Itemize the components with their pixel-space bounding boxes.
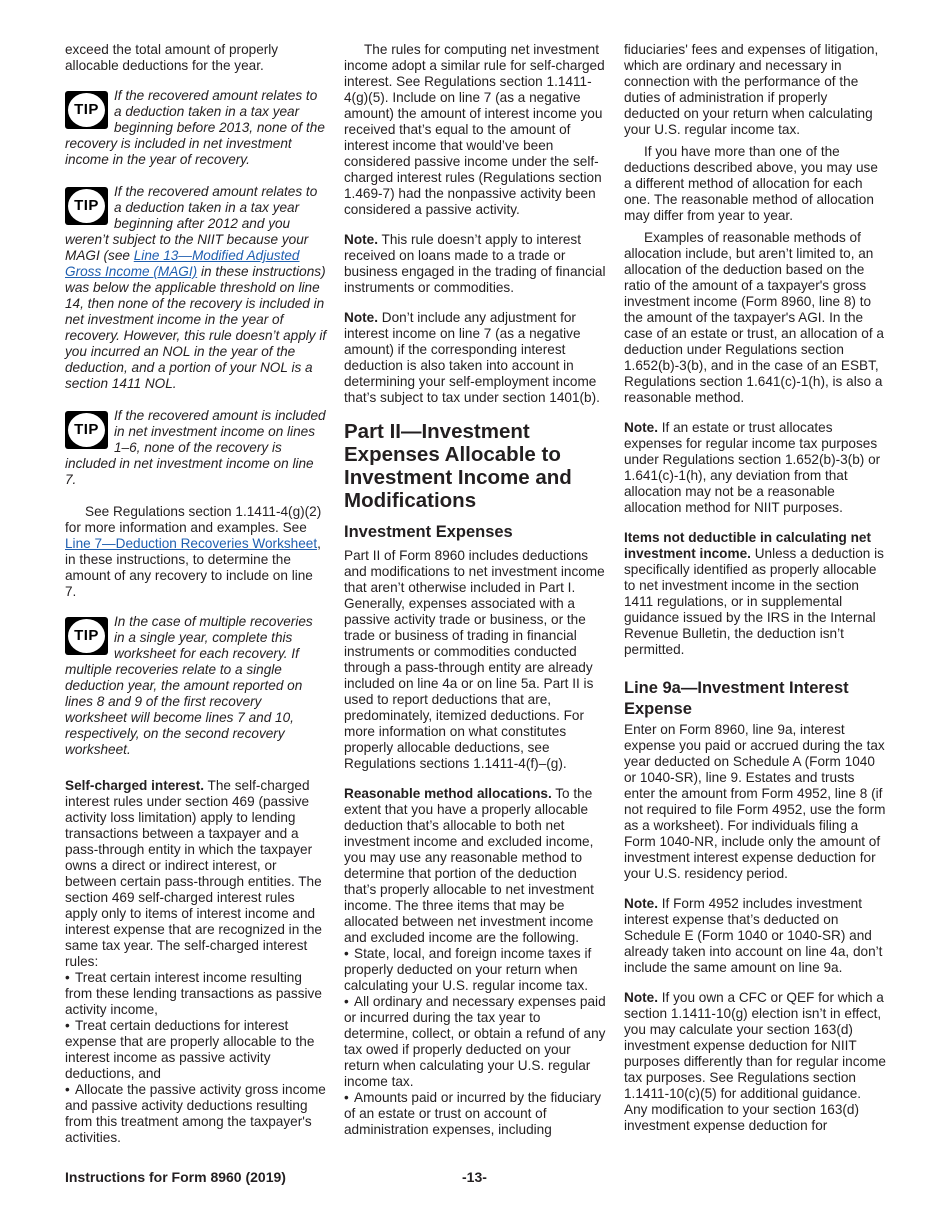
bullet-list — [344, 946, 606, 1138]
list-item: • State, local, and foreign income taxes if properly deducted on your return when calculating your U.S. regular income tax. — [344, 946, 606, 994]
note-label: Note. — [624, 420, 658, 435]
deduction-recoveries-worksheet-link[interactable]: Line 7—Deduction Recoveries Worksheet — [65, 536, 318, 551]
list-item: • Treat certain interest income resulting from these lending transactions as passive activity income, — [65, 970, 327, 1018]
items-not-deductible-paragraph: Items not deductible in calculating net investment income. Unless a deduction is specifically identified as properly allocable to net investment income in the section 1411 regulations, or in supplemental guidance issued by the IRS in the Internal Revenue Bulletin, the deduction isn’t permitted. — [624, 530, 884, 657]
list-item: • Allocate the passive activity gross income and passive activity deductions resulting from this treatment among the taxpayer's activities. — [65, 1082, 327, 1146]
tip-text: If the recovered amount relates to a deduction taken in a tax year beginning after 2012 and you weren’t subject to the NIIT because your MAGI (see — [65, 184, 318, 263]
paragraph: See Regulations section 1.1411-4(g)(2) for more information and examples. See Line 7—Deduction Recoveries Worksheet, in these instructions, to determine the amount of any recovery to include on line 7. — [65, 504, 322, 599]
note-paragraph: Note. If an estate or trust allocates expenses for regular income tax purposes under Regulations section 1.652(b)-3(b) or 1.641(c)-1(h), any deviation from that allocation may not be a reasonable allocation method for NIIT purposes. — [624, 420, 881, 515]
note-paragraph: Note. If Form 4952 includes investment interest expense that’s deducted on Schedule E (Form 1040 or 1040-SR) and already taken into account on line 4a, don’t include the same amount on line 9a. — [624, 896, 883, 975]
tip-icon: TIP — [65, 187, 108, 225]
part-heading: Part II—Investment Expenses Allocable to Investment Income and Modifications — [344, 420, 572, 512]
note-label: Note. — [344, 232, 378, 247]
note-label: Note. — [624, 896, 658, 911]
run-in-heading: Self-charged interest. — [65, 778, 204, 793]
paragraph-continued: fiduciaries' fees and expenses of litigation, which are ordinary and necessary in connection with the performance of the duties of administration if properly deducted on your return when calculating your U.S. regular income tax. — [624, 42, 879, 137]
tip-text: If the recovered amount is included in net investment income on lines 1–6, none of the recovery is included in net investment income on line 7. — [65, 408, 326, 487]
tip-box — [65, 614, 327, 758]
tip-box — [65, 408, 327, 488]
note-label: Note. — [344, 310, 378, 325]
page-number: -13- — [462, 1169, 487, 1185]
note-paragraph: Note. If you own a CFC or QEF for which a section 1.1411-10(g) election isn’t in effect, you may calculate your section 163(d) investment expense deduction for NIIT purposes differently than for regular income tax purposes. See Regulations section 1.1411-10(c)(5) for additional guidance. Any modification to your section 163(d) investment expense deduction for — [624, 990, 886, 1133]
column-right — [624, 42, 886, 1148]
self-charged-interest-paragraph: Self-charged interest. The self-charged interest rules under section 469 (passive activity loss limitation) apply to lending transactions between a taxpayer and a pass-through entity in which the taxpayer owns a direct or indirect interest, or between certain pass-through entities. The section 469 self-charged interest rules apply only to items of interest income and interest expense that are recognized in the same tax year. The self-charged interest rules: — [65, 778, 322, 969]
tip-box — [65, 88, 327, 168]
run-in-heading: Reasonable method allocations. — [344, 786, 552, 801]
tip-icon: TIP — [65, 617, 108, 655]
tip-icon: TIP — [65, 91, 108, 129]
run-in-heading: Items not deductible in calculating net investment income. — [624, 530, 871, 561]
paragraph: Part II of Form 8960 includes deductions and modifications to net investment income that aren’t otherwise included in Part I. Generally, expenses associated with a passive activity trade or business, or the trade or business of trading in financial instruments or commodities conducted through a pass-through entity are already included on line 4a or on line 5a. Part II is used to report deductions that are, predominately, itemized deductions. For more information on what constitutes properly allocable deductions, see Regulations sections 1.1411-4(f)–(g). — [344, 548, 605, 771]
tip-icon: TIP — [65, 411, 108, 449]
tip-text: In the case of multiple recoveries in a single year, complete this worksheet for each recovery. If multiple recoveries relate to a single deduction year, the amount reported on lines 8 and 9 of the first recovery worksheet will become lines 7 and 10, respectively, on the second recovery worksheet. — [65, 614, 313, 757]
column-middle — [344, 42, 606, 1138]
tip-text: in these instructions) was below the applicable threshold on line 14, then none of the recovery is included in net investment income in the year of recovery. However, this rule doesn’t apply if you incurred an NOL in the year of the deduction, and a portion of your NOL is a section 1411 NOL. — [65, 264, 327, 391]
paragraph-continued: exceed the total amount of properly allocable deductions for the year. — [65, 42, 279, 73]
reasonable-method-paragraph: Reasonable method allocations. To the extent that you have a properly allocable deduction that’s allocable to both net investment income and excluded income, you may use any reasonable method to determine that portion of the deduction that’s properly allocable to net investment income. The three items that may be allocated between net investment income and excluded income are the following. — [344, 786, 594, 945]
paragraph: If you have more than one of the deductions described above, you may use a different method of allocation for each one. The reasonable method of allocation may differ from year to year. — [624, 144, 878, 223]
footer-title: Instructions for Form 8960 (2019) — [65, 1169, 286, 1185]
list-item: • Amounts paid or incurred by the fiduciary of an estate or trust on account of administration expenses, including — [344, 1090, 606, 1138]
column-left — [65, 42, 327, 1146]
note-paragraph: Note. Don’t include any adjustment for interest income on line 7 (as a negative amount) if the corresponding interest deduction is also taken into account in determining your self-employment income that’s subject to tax under section 1401(b). — [344, 310, 600, 405]
bullet-list — [65, 970, 327, 1146]
section-heading: Line 9a—Investment Interest Expense — [624, 679, 849, 718]
list-item: • All ordinary and necessary expenses paid or incurred during the tax year to determine, collect, or obtain a refund of any tax owed if properly deducted on your return when calculating your U.S. regular income tax. — [344, 994, 606, 1090]
note-paragraph: Note. This rule doesn’t apply to interest received on loans made to a trade or business engaged in the trading of financial instruments or commodities. — [344, 232, 606, 295]
paragraph: The rules for computing net investment income adopt a similar rule for self-charged interest. See Regulations section 1.1411-4(g)(5). Include on line 7 (as a negative amount) the amount of interest income you received that’s equal to the amount of interest income that would’ve been considered passive income under the self-charged interest rules (Regulations section 1.469-7) had the nonpassive activity been considered a passive activity. — [344, 42, 605, 217]
paragraph: Examples of reasonable methods of allocation include, but aren’t limited to, an allocation of the deduction based on the ratio of the amount of a taxpayer's gross investment income (Form 8960, line 8) to the amount of the taxpayer's AGI. In the case of an estate or trust, an allocation of a deduction under Regulations section 1.652(b)-3(b), and in the case of an ESBT, Regulations section 1.641(c)-1(h), is also a reasonable method. — [624, 230, 884, 405]
section-heading: Investment Expenses — [344, 523, 513, 541]
tip-box — [65, 184, 327, 392]
magi-link[interactable]: Line 13—Modified Adjusted Gross Income (MAGI) — [65, 248, 300, 279]
list-item: • Treat certain deductions for interest expense that are properly allocable to the interest income as passive activity deductions, and — [65, 1018, 327, 1082]
paragraph: Enter on Form 8960, line 9a, interest expense you paid or accrued during the tax year deducted on Schedule A (Form 1040 or 1040-SR), line 9. Estates and trusts enter the amount from Form 4952, line 8 (if not required to file Form 4952, use the form as a worksheet). For individuals filing a Form 1040-NR, include only the amount of investment interest expense deduction for your U.S. residency period. — [624, 722, 886, 881]
tip-text: If the recovered amount relates to a deduction taken in a tax year beginning before 2013, none of the recovery is included in net investment income in the year of recovery. — [65, 88, 325, 167]
note-label: Note. — [624, 990, 658, 1005]
